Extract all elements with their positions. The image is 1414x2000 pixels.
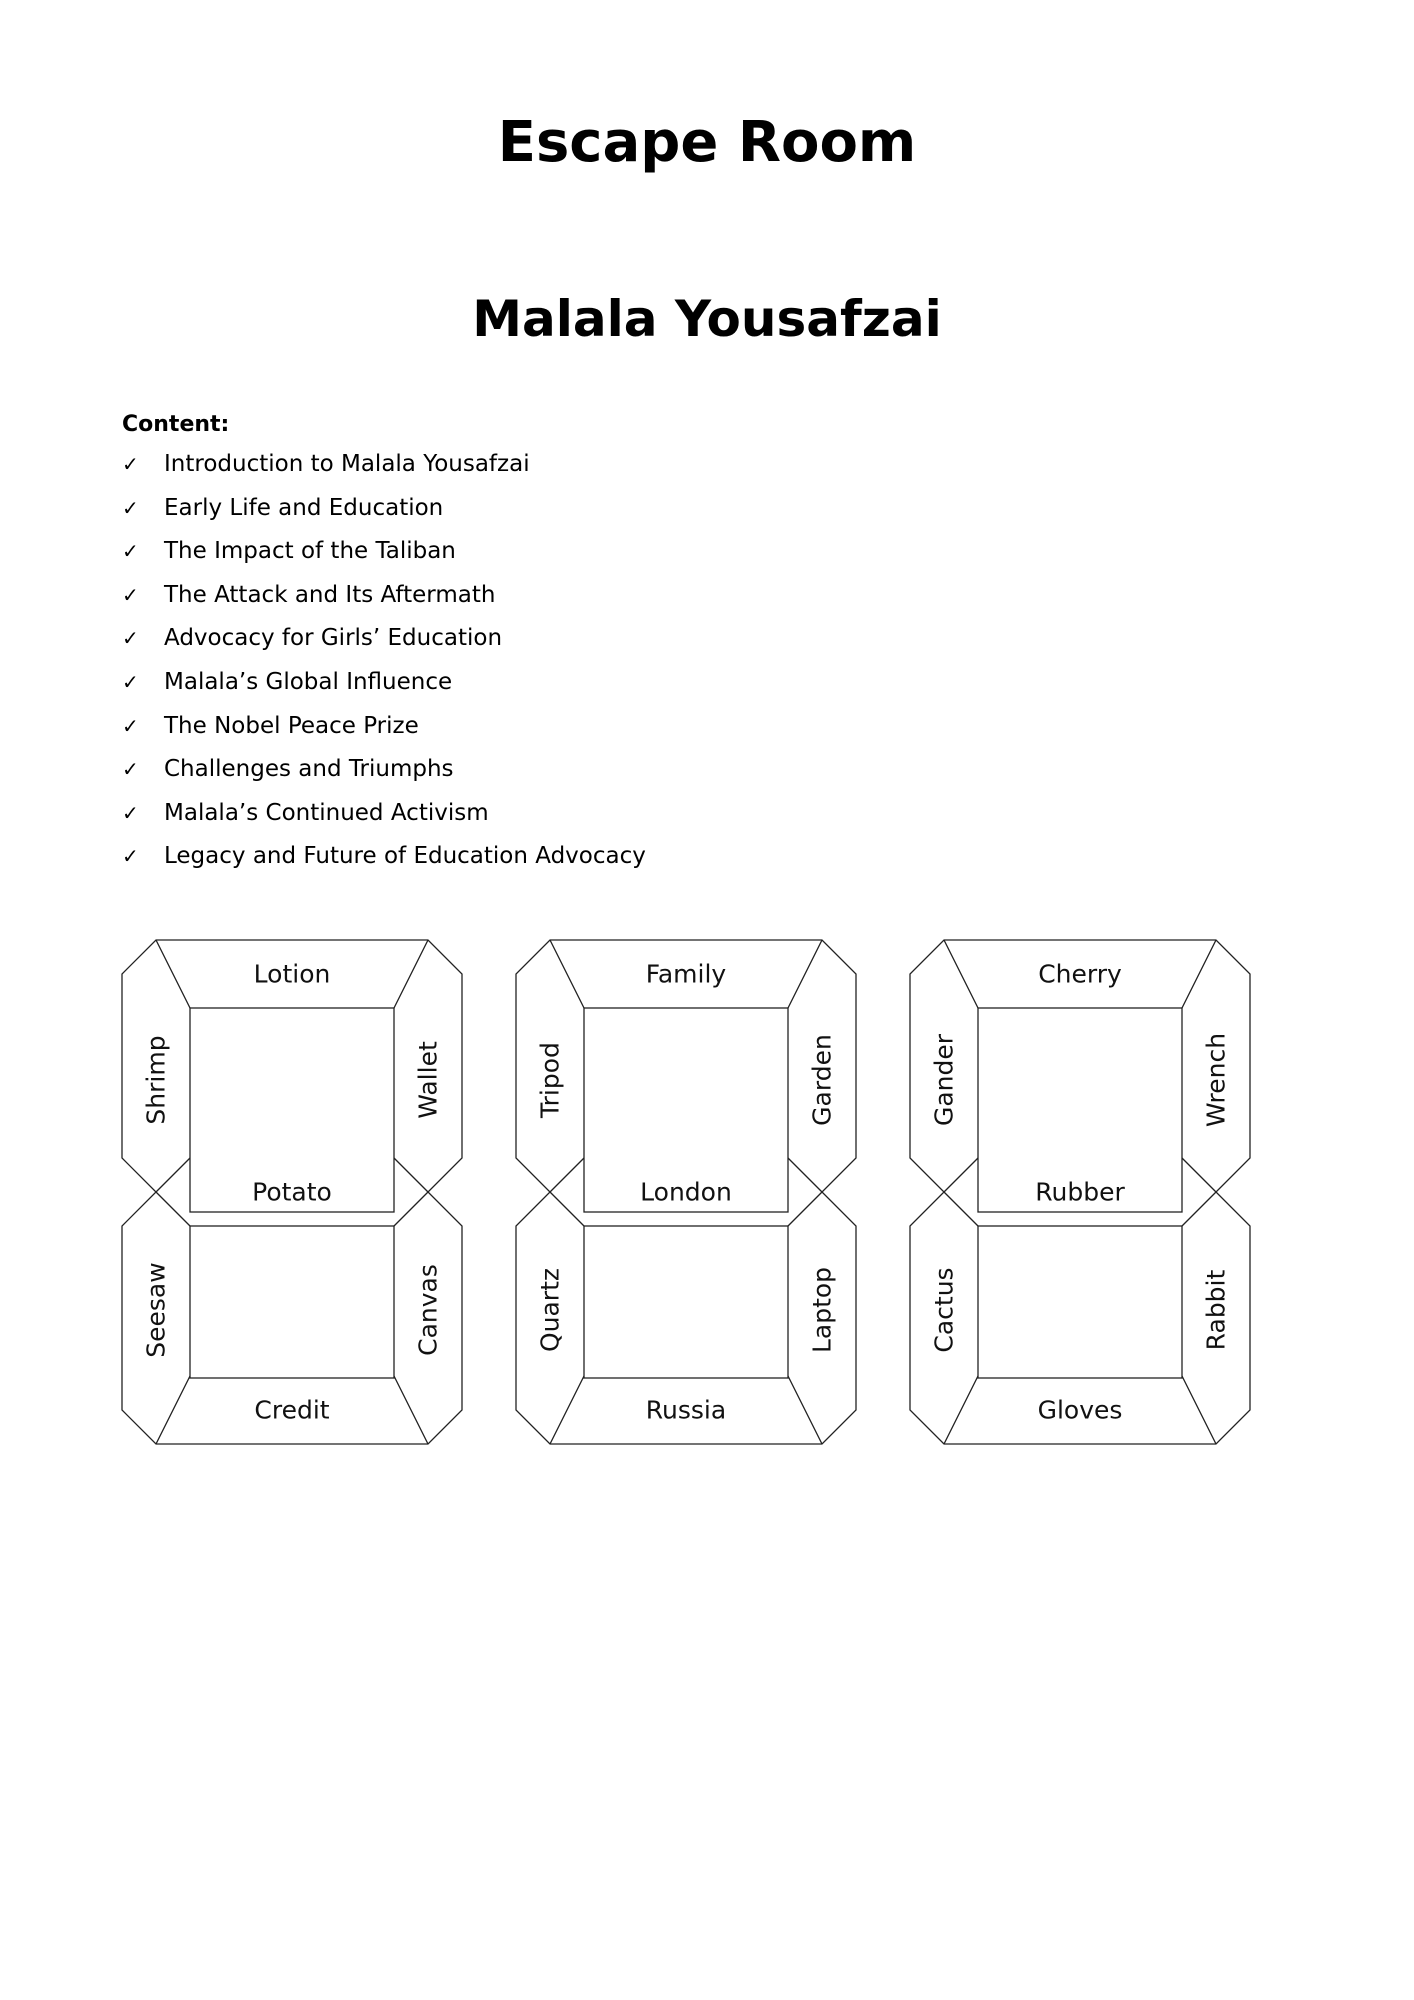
segment-divider bbox=[1182, 1376, 1216, 1444]
segment-divider bbox=[156, 1376, 190, 1444]
segment-label-upper-left: Tripod bbox=[535, 1042, 565, 1118]
content-item-text: Introduction to Malala Yousafzai bbox=[164, 451, 530, 477]
segment-divider bbox=[1182, 1192, 1216, 1226]
content-item-text: Challenges and Triumphs bbox=[164, 756, 454, 783]
segment-divider bbox=[156, 940, 190, 1008]
check-icon: ✓ bbox=[122, 844, 139, 869]
segment-label-lower-right: Canvas bbox=[413, 1264, 443, 1356]
page-title: Escape Room bbox=[497, 110, 917, 175]
content-item-text: The Impact of the Taliban bbox=[164, 538, 456, 565]
content-item-text: Advocacy for Girls’ Education bbox=[164, 625, 503, 652]
puzzle-lower-square bbox=[978, 1226, 1182, 1378]
segment-label-top: Family bbox=[645, 959, 727, 989]
segment-divider bbox=[788, 1376, 822, 1444]
segment-divider bbox=[550, 1192, 584, 1226]
segment-label-lower-left: Quartz bbox=[535, 1267, 565, 1353]
page-subtitle: Malala Yousafzai bbox=[472, 290, 942, 348]
check-icon: ✓ bbox=[122, 452, 139, 476]
segment-divider bbox=[788, 1158, 822, 1192]
segment-divider bbox=[788, 1192, 822, 1226]
segment-label-middle: Potato bbox=[252, 1177, 332, 1207]
segment-label-lower-left: Cactus bbox=[929, 1267, 959, 1353]
content-item-text: Malala’s Global Influence bbox=[164, 668, 453, 695]
segment-label-upper-right: Garden bbox=[807, 1034, 837, 1126]
segment-divider bbox=[394, 1192, 428, 1226]
segment-label-upper-right: Wallet bbox=[413, 1041, 443, 1119]
segment-divider bbox=[550, 940, 584, 1008]
segment-divider bbox=[550, 1158, 584, 1192]
puzzle-lower-square bbox=[584, 1226, 788, 1378]
segment-divider bbox=[944, 1192, 978, 1226]
segment-label-bottom: Gloves bbox=[1037, 1395, 1123, 1425]
segment-label-upper-left: Shrimp bbox=[141, 1035, 171, 1125]
check-icon: ✓ bbox=[122, 713, 139, 738]
segment-divider bbox=[550, 1376, 584, 1444]
content-item-text: The Nobel Peace Prize bbox=[164, 712, 419, 739]
segment-label-bottom: Credit bbox=[254, 1395, 330, 1425]
segment-divider bbox=[944, 1158, 978, 1192]
segment-divider bbox=[394, 1376, 428, 1444]
segment-divider bbox=[788, 940, 822, 1008]
segment-divider bbox=[944, 1376, 978, 1444]
check-icon: ✓ bbox=[122, 757, 139, 782]
segment-label-top: Cherry bbox=[1038, 959, 1122, 989]
segment-divider bbox=[156, 1158, 190, 1192]
segment-divider bbox=[1182, 940, 1216, 1008]
content-item-text: Legacy and Future of Education Advocacy bbox=[164, 843, 646, 870]
segment-label-lower-right: Laptop bbox=[807, 1266, 837, 1354]
content-item-text: Malala’s Continued Activism bbox=[164, 799, 489, 826]
content-heading: Content: bbox=[122, 412, 230, 437]
segment-divider bbox=[944, 940, 978, 1008]
segment-label-upper-right: Wrench bbox=[1201, 1032, 1231, 1128]
check-icon: ✓ bbox=[122, 582, 139, 607]
segment-divider bbox=[394, 940, 428, 1008]
segment-label-bottom: Russia bbox=[645, 1395, 727, 1425]
segment-label-lower-right: Rabbit bbox=[1201, 1269, 1231, 1351]
content-item-text: Early Life and Education bbox=[164, 494, 444, 521]
check-icon: ✓ bbox=[122, 669, 139, 694]
content-item-text: The Attack and Its Aftermath bbox=[164, 581, 496, 608]
segment-divider bbox=[156, 1192, 190, 1226]
segment-label-top: Lotion bbox=[253, 959, 331, 989]
segment-label-middle: Rubber bbox=[1035, 1177, 1125, 1207]
segment-divider bbox=[1182, 1158, 1216, 1192]
check-icon: ✓ bbox=[122, 495, 139, 520]
check-icon: ✓ bbox=[122, 539, 139, 564]
segment-label-upper-left: Gander bbox=[929, 1033, 959, 1127]
check-icon: ✓ bbox=[122, 800, 139, 825]
segment-label-lower-left: Seesaw bbox=[141, 1262, 171, 1358]
check-icon: ✓ bbox=[122, 626, 139, 651]
segment-divider bbox=[394, 1158, 428, 1192]
puzzle-lower-square bbox=[190, 1226, 394, 1378]
segment-label-middle: London bbox=[640, 1177, 732, 1207]
